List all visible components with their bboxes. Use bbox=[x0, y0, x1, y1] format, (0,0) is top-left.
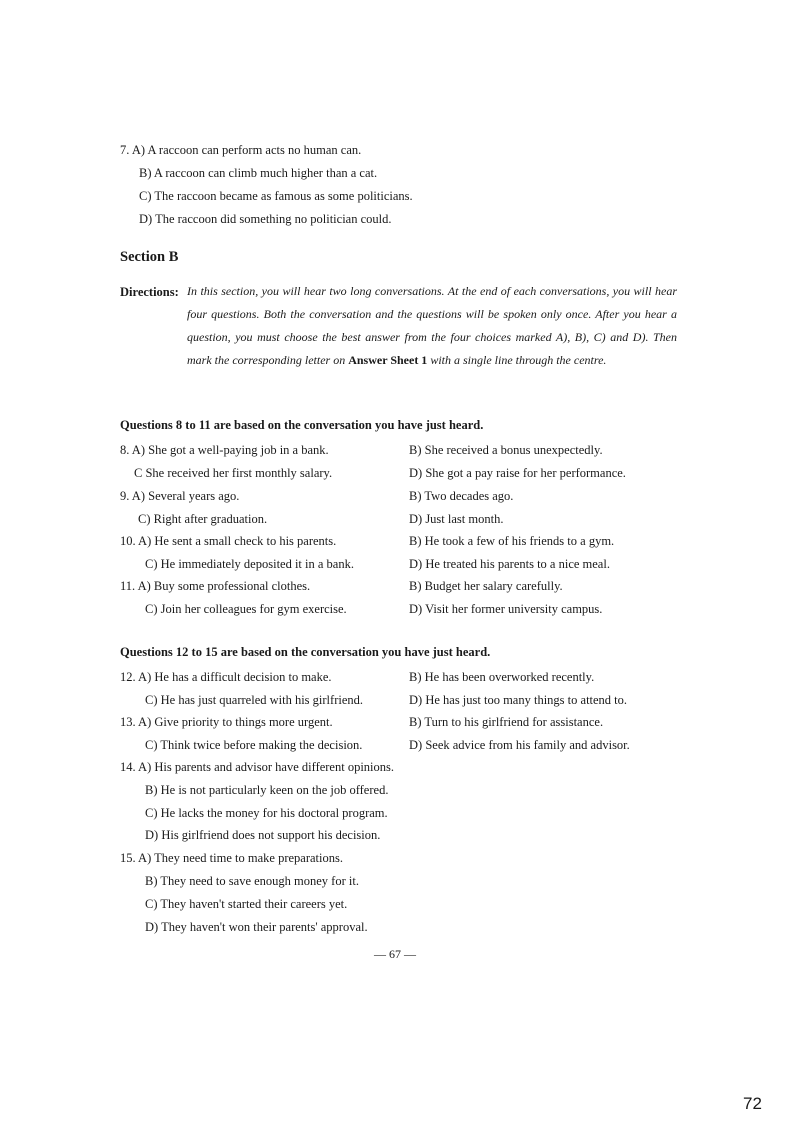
q10-option-b: B) He took a few of his friends to a gym. bbox=[409, 534, 615, 548]
group2-heading: Questions 12 to 15 are based on the conversation you have just heard. bbox=[120, 645, 491, 659]
q14-option-c: C) He lacks the money for his doctoral program. bbox=[145, 806, 388, 820]
q15-option-c: C) They haven't started their careers yet. bbox=[145, 897, 348, 911]
q11-option-a: 11. A) Buy some professional clothes. bbox=[120, 579, 311, 593]
q12-option-d: D) He has just too many things to attend to. bbox=[409, 693, 628, 707]
q11-option-b: B) Budget her salary carefully. bbox=[409, 579, 563, 593]
q15-option-a: 15. A) They need time to make preparations. bbox=[120, 851, 343, 865]
q13-option-c: C) Think twice before making the decision. bbox=[145, 738, 363, 752]
q15-option-b: B) They need to save enough money for it. bbox=[145, 874, 359, 888]
q11-option-d: D) Visit her former university campus. bbox=[409, 602, 603, 616]
q9-option-a: 9. A) Several years ago. bbox=[120, 489, 240, 503]
q13-option-a: 13. A) Give priority to things more urgent. bbox=[120, 715, 333, 729]
q12-option-a: 12. A) He has a difficult decision to make. bbox=[120, 670, 332, 684]
q8-option-b: B) She received a bonus unexpectedly. bbox=[409, 443, 603, 457]
q7-option-c: C) The raccoon became as famous as some politicians. bbox=[139, 189, 413, 203]
q10-option-c: C) He immediately deposited it in a bank. bbox=[145, 557, 354, 571]
page-number: — 67 — bbox=[374, 947, 416, 961]
q14-option-d: D) His girlfriend does not support his decision. bbox=[145, 828, 381, 842]
q11-option-c: C) Join her colleagues for gym exercise. bbox=[145, 602, 347, 616]
q9-option-c: C) Right after graduation. bbox=[138, 512, 268, 526]
q14-option-a: 14. A) His parents and advisor have different opinions. bbox=[120, 760, 395, 774]
q14-option-b: B) He is not particularly keen on the job offered. bbox=[145, 783, 389, 797]
q12-option-c: C) He has just quarreled with his girlfriend. bbox=[145, 693, 364, 707]
q13-option-b: B) Turn to his girlfriend for assistance. bbox=[409, 715, 604, 729]
q7-number: 7. bbox=[120, 143, 130, 157]
q8-option-d: D) She got a pay raise for her performance. bbox=[409, 466, 626, 480]
q7-option-a: 7. A) A raccoon can perform acts no human can. bbox=[120, 143, 362, 157]
q13-option-d: D) Seek advice from his family and advisor. bbox=[409, 738, 630, 752]
q9-option-d: D) Just last month. bbox=[409, 512, 504, 526]
answer-sheet-label: Answer Sheet 1 bbox=[348, 353, 428, 367]
directions-label: Directions: bbox=[120, 285, 179, 299]
q12-option-b: B) He has been overworked recently. bbox=[409, 670, 595, 684]
section-b-title: Section B bbox=[120, 249, 179, 265]
q9-option-b: B) Two decades ago. bbox=[409, 489, 514, 503]
group1-heading: Questions 8 to 11 are based on the conversation you have just heard. bbox=[120, 418, 484, 432]
corner-page-number: 72 bbox=[743, 1094, 762, 1113]
q8-option-a: 8. A) She got a well-paying job in a bank. bbox=[120, 443, 329, 457]
q8-option-c: C She received her first monthly salary. bbox=[134, 466, 333, 480]
directions-text: In this section, you will hear two long conversations. At the end of each conversations, you will hear four questions. Both the conversation and the questions will be spoken only once. After you hear a question, you must choose the best answer from the four choices marked A), B), C) and D). Then mark the corresponding letter on Answer Sheet 1 with a single line through the centre. bbox=[187, 284, 677, 367]
q7-option-d: D) The raccoon did something no politician could. bbox=[139, 212, 392, 226]
q10-option-a: 10. A) He sent a small check to his parents. bbox=[120, 534, 337, 548]
q7-option-b: B) A raccoon can climb much higher than a cat. bbox=[139, 166, 378, 180]
q15-option-d: D) They haven't won their parents' approval. bbox=[145, 920, 368, 934]
q10-option-d: D) He treated his parents to a nice meal. bbox=[409, 557, 610, 571]
